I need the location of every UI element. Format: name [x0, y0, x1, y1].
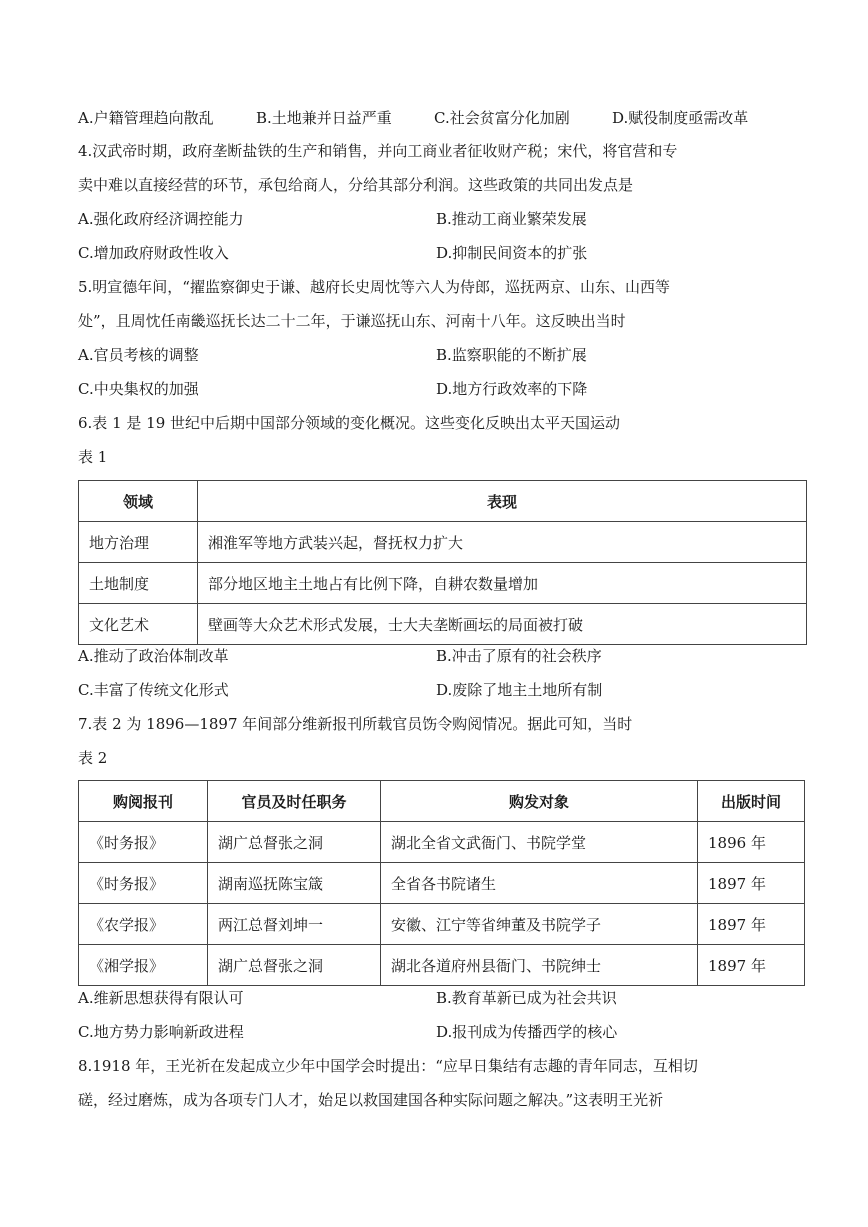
- q7-option-d: D.报刊成为传播西学的核心: [436, 1023, 618, 1041]
- q4-option-b: B.推动工商业繁荣发展: [436, 210, 587, 228]
- table-row: [79, 522, 807, 563]
- q5-stem-line-1: 5.明宣德年间，“擢监察御史于谦、越府长史周忱等六人为侍郎，巡抚两京、山东、山西等: [78, 278, 670, 296]
- q6-table: [78, 480, 807, 645]
- q4-option-a: A.强化政府经济调控能力: [78, 210, 244, 228]
- q3-option-c: C.社会贫富分化加剧: [434, 109, 570, 127]
- q6-option-b: B.冲击了原有的社会秩序: [436, 647, 602, 665]
- q5-option-a: A.官员考核的调整: [78, 346, 199, 364]
- table-header-cell: 领域: [79, 481, 198, 522]
- table-cell: 湖北全省文武衙门、书院学堂: [381, 822, 698, 863]
- q7-table-label: 表 2: [78, 749, 108, 767]
- table-cell: 1896 年: [698, 822, 805, 863]
- table-header-cell: 表现: [198, 481, 807, 522]
- q8-stem-line-2: 磋，经过磨炼，成为各项专门人才，始足以救国建国各种实际问题之解决。”这表明王光祈: [78, 1091, 664, 1109]
- table-header-cell: 购阅报刊: [79, 781, 208, 822]
- table-cell: 两江总督刘坤一: [208, 904, 381, 945]
- table-cell: 文化艺术: [79, 604, 198, 645]
- q7-stem-line-1: 7.表 2 为 1896—1897 年间部分维新报刊所载官员饬令购阅情况。据此可知，当时: [78, 715, 633, 733]
- q4-option-d: D.抑制民间资本的扩张: [436, 244, 588, 262]
- q7-option-a: A.维新思想获得有限认可: [78, 989, 244, 1007]
- table-cell: 湘淮军等地方武装兴起，督抚权力扩大: [198, 522, 807, 563]
- table-row: [79, 863, 805, 904]
- table-cell: 《时务报》: [79, 863, 208, 904]
- q8-stem-line-1: 8.1918 年，王光祈在发起成立少年中国学会时提出：“应早日集结有志趣的青年同志，互相切: [78, 1057, 698, 1075]
- table-cell: 1897 年: [698, 945, 805, 986]
- table-row: [79, 822, 805, 863]
- table-row: [79, 604, 807, 645]
- table-cell: 1897 年: [698, 863, 805, 904]
- table-cell: 湖广总督张之洞: [208, 945, 381, 986]
- q7-option-c: C.地方势力影响新政进程: [78, 1023, 244, 1041]
- q6-stem-line-1: 6.表 1 是 19 世纪中后期中国部分领域的变化概况。这些变化反映出太平天国运动: [78, 414, 621, 432]
- q5-stem-line-2: 处”，且周忱任南畿巡抚长达二十二年，于谦巡抚山东、河南十八年。这反映出当时: [78, 312, 626, 330]
- q3-option-a: A.户籍管理趋向散乱: [78, 109, 214, 127]
- table-header-row: [79, 481, 807, 522]
- table-cell: 《湘学报》: [79, 945, 208, 986]
- q6-option-a: A.推动了政治体制改革: [78, 647, 229, 665]
- table-cell: 湖北各道府州县衙门、书院绅士: [381, 945, 698, 986]
- table-cell: 湖南巡抚陈宝箴: [208, 863, 381, 904]
- q7-option-b: B.教育革新已成为社会共识: [436, 989, 617, 1007]
- q5-option-b: B.监察职能的不断扩展: [436, 346, 587, 364]
- table-cell: 壁画等大众艺术形式发展，士大夫垄断画坛的局面被打破: [198, 604, 807, 645]
- table-cell: 《农学报》: [79, 904, 208, 945]
- table-row: [79, 945, 805, 986]
- q3-option-d: D.赋役制度亟需改革: [612, 109, 749, 127]
- q4-option-c: C.增加政府财政性收入: [78, 244, 229, 262]
- q4-stem-line-2: 卖中难以直接经营的环节，承包给商人，分给其部分利润。这些政策的共同出发点是: [78, 176, 634, 194]
- q6-option-d: D.废除了地主土地所有制: [436, 681, 603, 699]
- q5-option-d: D.地方行政效率的下降: [436, 380, 588, 398]
- table-cell: 地方治理: [79, 522, 198, 563]
- table-cell: 1897 年: [698, 904, 805, 945]
- table-row: [79, 904, 805, 945]
- q4-stem-line-1: 4.汉武帝时期，政府垄断盐铁的生产和销售，并向工商业者征收财产税；宋代，将官营和专: [78, 142, 678, 160]
- table-cell: 安徽、江宁等省绅董及书院学子: [381, 904, 698, 945]
- table-header-cell: 官员及时任职务: [208, 781, 381, 822]
- q5-option-c: C.中央集权的加强: [78, 380, 199, 398]
- table-cell: 土地制度: [79, 563, 198, 604]
- table-cell: 《时务报》: [79, 822, 208, 863]
- table-row: [79, 563, 807, 604]
- table-cell: 湖广总督张之洞: [208, 822, 381, 863]
- table-header-cell: 出版时间: [698, 781, 805, 822]
- table-header-cell: 购发对象: [381, 781, 698, 822]
- q6-option-c: C.丰富了传统文化形式: [78, 681, 229, 699]
- table-header-row: [79, 781, 805, 822]
- q3-option-b: B.土地兼并日益严重: [256, 109, 392, 127]
- table-cell: 全省各书院诸生: [381, 863, 698, 904]
- table-cell: 部分地区地主土地占有比例下降，自耕农数量增加: [198, 563, 807, 604]
- q7-table: [78, 780, 805, 986]
- q6-table-label: 表 1: [78, 448, 108, 466]
